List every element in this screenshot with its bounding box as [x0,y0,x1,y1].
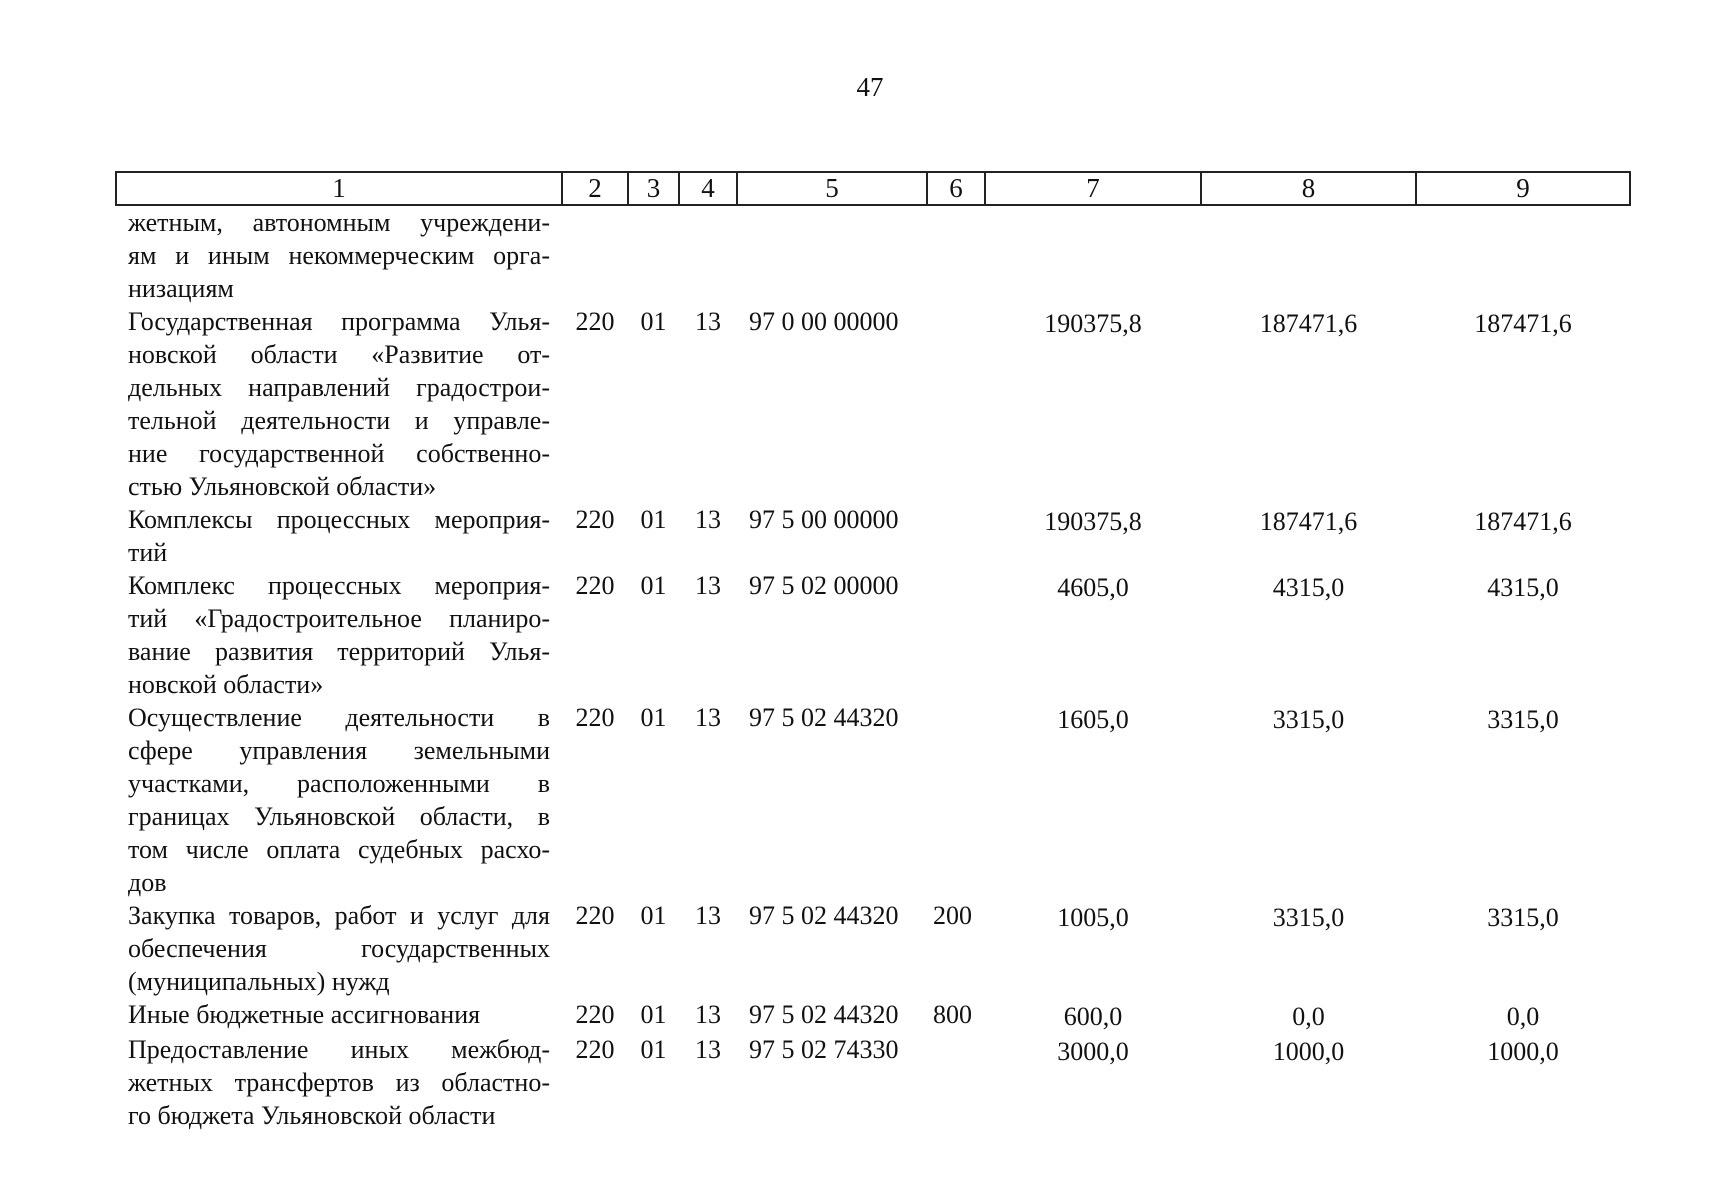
cell-grbs [562,1033,628,1132]
cell-grbs [562,998,628,1033]
cell-amount-year-1-value: 190375,8 [1044,309,1142,338]
cell-section [628,1033,679,1132]
cell-amount-year-1-value: 4605,0 [1057,573,1129,602]
header-col-1: 1 [116,172,562,205]
cell-expense-type [927,205,985,305]
cell-name [116,205,562,305]
cell-grbs [562,701,628,899]
cell-target-article-value: 97 0 00 00000 [749,307,899,336]
cell-grbs-value: 220 [575,505,615,534]
cell-amount-year-3-value: 187471,6 [1474,507,1572,536]
cell-name [116,569,562,701]
name-line: ям и иным некоммерческим орга- [128,241,550,270]
cell-target-article [737,569,927,701]
cell-amount-year-1 [985,305,1201,503]
cell-grbs [562,205,628,305]
cell-grbs [562,503,628,569]
cell-subsection-value: 13 [695,1035,721,1064]
cell-amount-year-2 [1201,899,1416,998]
name-line: жетных трансфертов из областно- [128,1068,550,1097]
cell-name [116,305,562,503]
cell-section-value: 01 [640,901,667,930]
name-line: вание развития территорий Улья- [128,637,550,666]
cell-expense-type [927,899,985,998]
cell-section [628,701,679,899]
cell-expense-type-value: 200 [933,901,972,930]
header-col-5: 5 [737,172,927,205]
table-row [116,899,1630,998]
cell-target-article-value: 97 5 02 74330 [749,1035,899,1064]
cell-amount-year-2-value: 3315,0 [1272,903,1345,932]
name-line: тий [128,538,168,567]
cell-amount-year-1 [985,569,1201,701]
cell-amount-year-3 [1416,1033,1630,1132]
cell-amount-year-3-value: 0,0 [1506,1002,1540,1031]
cell-amount-year-1-value: 190375,8 [1044,507,1142,536]
cell-amount-year-3 [1416,569,1630,701]
name-line: жетным, автономным учреждени- [128,208,550,237]
cell-target-article [737,701,927,899]
cell-amount-year-2-value: 1000,0 [1272,1037,1345,1066]
header-col-8: 8 [1201,172,1416,205]
cell-target-article [737,899,927,998]
name-line: обеспечения государственных [128,934,550,963]
cell-subsection-value: 13 [695,571,721,600]
name-line: Осуществление деятельности в [128,703,550,732]
cell-target-article-value: 97 5 02 44320 [749,901,899,930]
header-col-9: 9 [1416,172,1630,205]
name-line: сфере управления земельными [128,736,550,765]
cell-amount-year-3-value: 4315,0 [1487,573,1559,602]
cell-name [116,998,562,1033]
cell-expense-type [927,305,985,503]
cell-expense-type [927,1033,985,1132]
name-line: (муниципальных) нужд [128,967,390,996]
cell-amount-year-3 [1416,205,1630,305]
name-line: тельной деятельности и управле- [128,406,550,435]
cell-amount-year-2 [1201,205,1416,305]
cell-expense-type [927,701,985,899]
cell-expense-type [927,998,985,1033]
name-line: дельных направлений градострои- [128,373,550,402]
name-line: стью Ульяновской области» [128,472,437,501]
cell-subsection [679,998,737,1033]
cell-expense-type-value: 800 [933,1000,972,1029]
cell-amount-year-2-value: 187471,6 [1259,309,1358,338]
name-line: Государственная программа Улья- [128,307,550,336]
cell-amount-year-3-value: 187471,6 [1474,309,1572,338]
cell-grbs-value: 220 [575,307,615,336]
cell-target-article [737,305,927,503]
cell-subsection-value: 13 [695,901,721,930]
cell-name [116,503,562,569]
name-line: го бюджета Ульяновской области [128,1101,496,1130]
cell-name [116,899,562,998]
cell-amount-year-1-value: 1005,0 [1057,903,1129,932]
name-line: дов [128,868,167,897]
cell-amount-year-2-value: 0,0 [1292,1002,1325,1031]
cell-subsection-value: 13 [695,1000,721,1029]
table-row [116,305,1630,503]
cell-amount-year-1-value: 600,0 [1063,1002,1123,1031]
cell-amount-year-1 [985,998,1201,1033]
cell-target-article-value: 97 5 02 44320 [749,703,899,732]
name-line: том числе оплата судебных расхо- [128,835,550,864]
header-col-6: 6 [927,172,985,205]
name-line: новской области «Развитие от- [128,340,550,369]
cell-amount-year-1 [985,205,1201,305]
page-number: 47 [856,72,884,102]
table-row [116,701,1630,899]
cell-section [628,899,679,998]
cell-subsection-value: 13 [695,307,721,336]
cell-expense-type [927,503,985,569]
budget-table [115,171,1631,1132]
table-row [116,503,1630,569]
cell-grbs-value: 220 [575,1035,615,1064]
cell-grbs [562,899,628,998]
cell-grbs [562,569,628,701]
cell-section-value: 01 [640,505,667,534]
cell-subsection [679,899,737,998]
name-line: Иные бюджетные ассигнования [128,1000,481,1029]
cell-amount-year-2 [1201,503,1416,569]
table-body [116,205,1630,1132]
cell-section-value: 01 [640,1000,667,1029]
cell-section-value: 01 [640,307,667,336]
table-row [116,998,1630,1033]
cell-expense-type [927,569,985,701]
cell-section-value: 01 [640,571,667,600]
cell-grbs-value: 220 [575,901,615,930]
cell-amount-year-1 [985,701,1201,899]
cell-amount-year-2 [1201,305,1416,503]
cell-subsection [679,205,737,305]
table-row [116,1033,1630,1132]
cell-grbs [562,305,628,503]
cell-amount-year-1 [985,1033,1201,1132]
cell-target-article-value: 97 5 02 00000 [749,571,899,600]
name-line: границах Ульяновской области, в [128,802,550,831]
table-row [116,569,1630,701]
cell-subsection-value: 13 [695,505,721,534]
name-line: Комплексы процессных мероприя- [128,505,550,534]
cell-target-article-value: 97 5 00 00000 [749,505,899,534]
cell-amount-year-3 [1416,899,1630,998]
name-line: участками, расположенными в [128,769,550,798]
cell-target-article [737,205,927,305]
name-line: Закупка товаров, работ и услуг для [128,901,550,930]
cell-grbs-value: 220 [575,1000,615,1029]
cell-subsection [679,305,737,503]
cell-section [628,569,679,701]
cell-target-article-value: 97 5 02 44320 [749,1000,899,1029]
cell-target-article [737,998,927,1033]
cell-amount-year-2 [1201,998,1416,1033]
cell-subsection [679,503,737,569]
cell-subsection [679,1033,737,1132]
cell-section [628,503,679,569]
cell-amount-year-1 [985,503,1201,569]
cell-amount-year-2 [1201,701,1416,899]
name-line: низациям [128,274,234,303]
cell-amount-year-3 [1416,305,1630,503]
cell-amount-year-3-value: 3315,0 [1487,903,1559,932]
cell-amount-year-1-value: 1605,0 [1057,705,1129,734]
cell-subsection-value: 13 [695,703,721,732]
cell-target-article [737,503,927,569]
name-line: ние государственной собственно- [128,439,550,468]
header-col-2: 2 [562,172,628,205]
header-row [116,172,1630,205]
cell-section [628,305,679,503]
name-line: Предоставление иных межбюд- [128,1035,550,1064]
name-line: тий «Градостроительное планиро- [128,604,550,633]
table-row [116,205,1630,305]
cell-amount-year-3-value: 1000,0 [1487,1037,1559,1066]
cell-amount-year-2-value: 3315,0 [1272,705,1345,734]
cell-name [116,1033,562,1132]
cell-section-value: 01 [640,703,667,732]
cell-amount-year-3-value: 3315,0 [1487,705,1559,734]
cell-amount-year-3 [1416,503,1630,569]
cell-grbs-value: 220 [575,571,615,600]
cell-name [116,701,562,899]
header-col-4: 4 [679,172,737,205]
cell-section [628,998,679,1033]
name-line: новской области» [128,670,324,699]
cell-amount-year-3 [1416,701,1630,899]
table-header [116,172,1630,205]
cell-amount-year-2 [1201,569,1416,701]
cell-section-value: 01 [640,1035,667,1064]
cell-target-article [737,1033,927,1132]
cell-section [628,205,679,305]
header-col-3: 3 [628,172,679,205]
cell-subsection [679,569,737,701]
cell-amount-year-1 [985,899,1201,998]
cell-amount-year-2-value: 4315,0 [1272,573,1345,602]
name-line: Комплекс процессных мероприя- [128,571,550,600]
cell-subsection [679,701,737,899]
cell-amount-year-3 [1416,998,1630,1033]
cell-amount-year-1-value: 3000,0 [1057,1037,1129,1066]
cell-amount-year-2-value: 187471,6 [1259,507,1358,536]
header-col-7: 7 [985,172,1201,205]
cell-grbs-value: 220 [575,703,615,732]
cell-amount-year-2 [1201,1033,1416,1132]
